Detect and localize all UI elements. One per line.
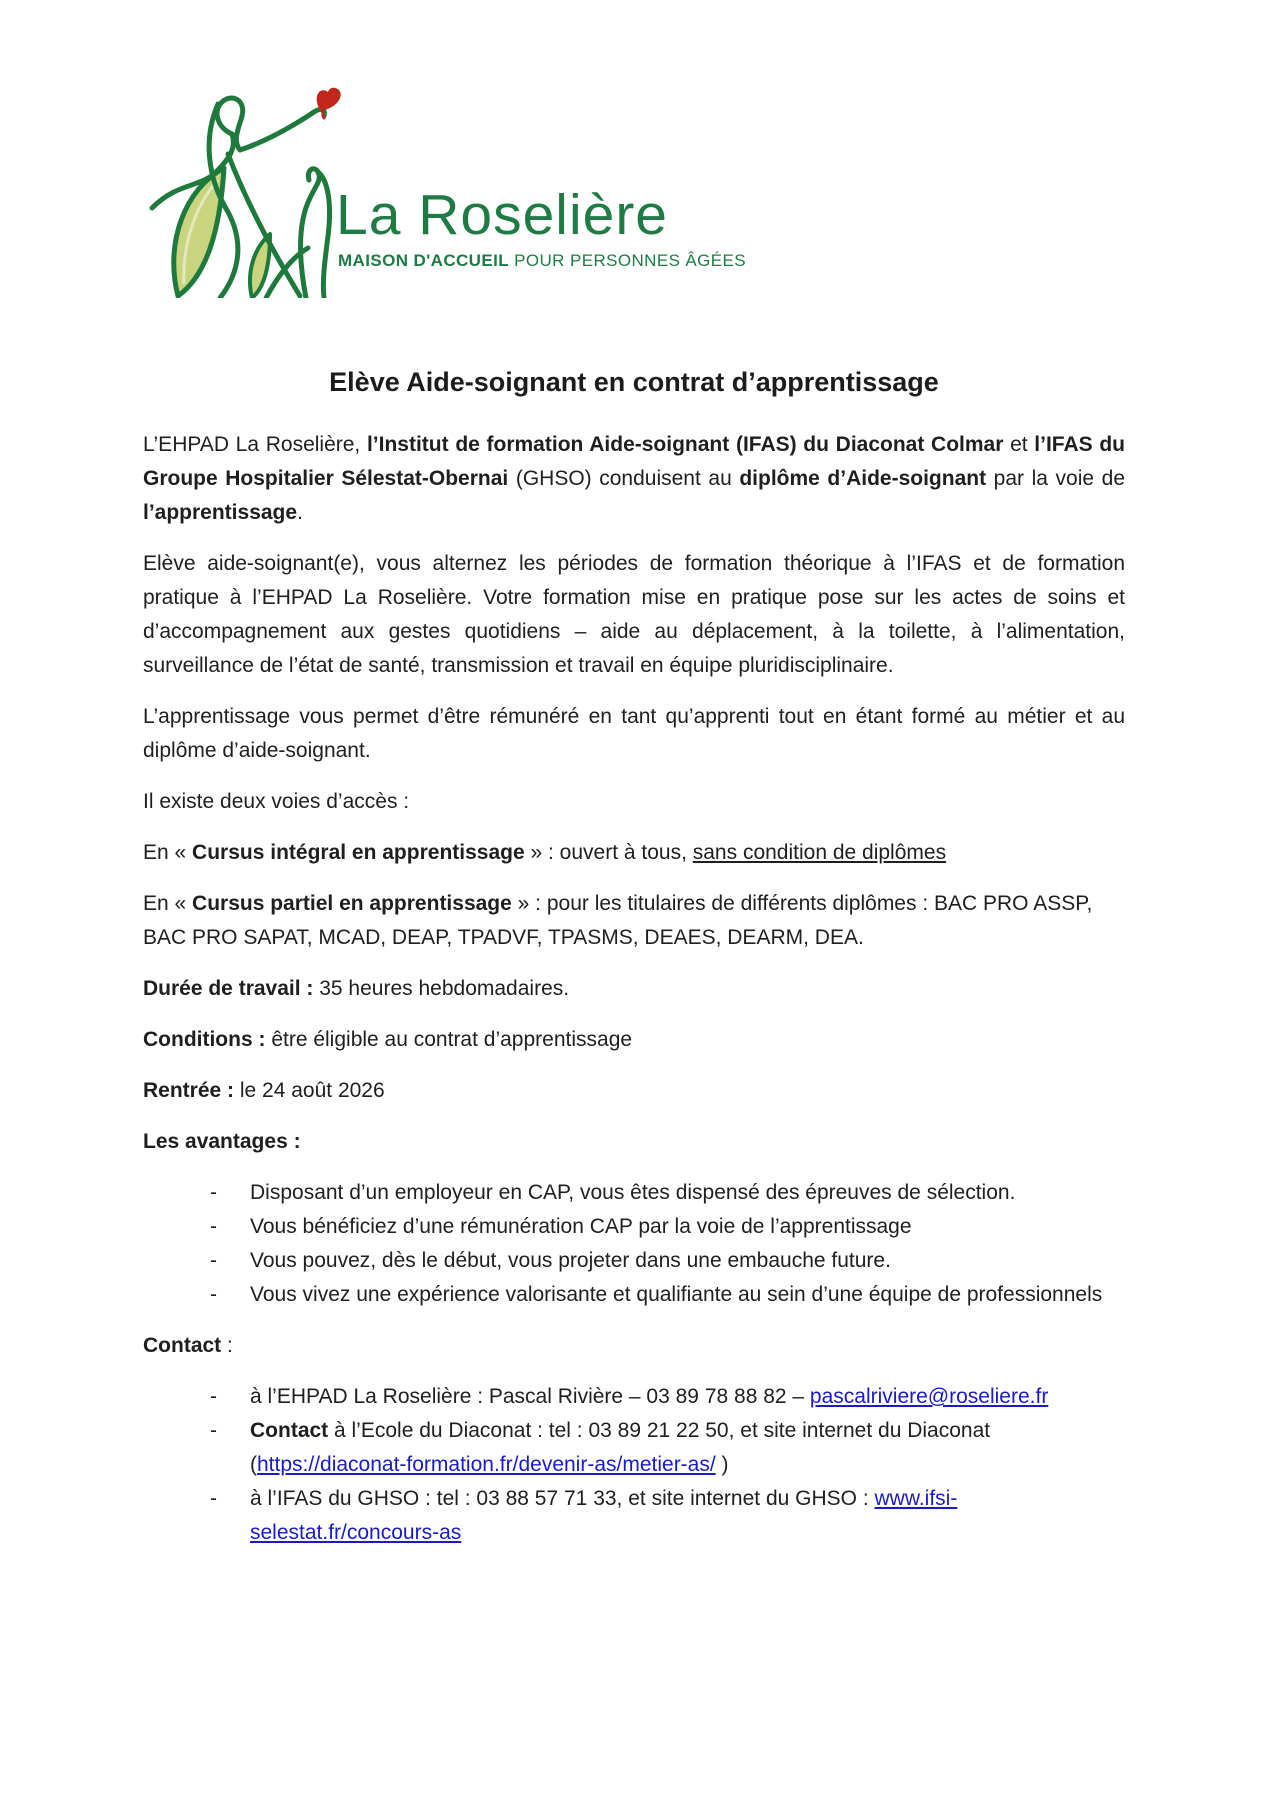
duree-paragraph: Durée de travail : 35 heures hebdomadaires.	[143, 977, 570, 1000]
cursus-partiel-paragraph: En « Cursus partiel en apprentissage » : pour les titulaires de différents diplômes : BAC PRO ASSP, BAC PRO SAPAT, MCAD, DEAP, TPADVF, TPASMS, DEAES, DEARM, DEA.	[143, 892, 1093, 949]
brand-name: La Roselière	[336, 183, 669, 247]
avantages-heading: Les avantages :	[143, 1130, 301, 1153]
intro-paragraph-3: L’apprentissage vous permet d’être rémunéré en tant qu’apprenti tout en étant formé au métier et au diplôme d’aide-soignant.	[143, 705, 1125, 762]
document-content	[143, 366, 1125, 1567]
underlined-text: sans condition de diplômes	[692, 841, 947, 864]
intro-paragraph-2: Elève aide-soignant(e), vous alternez les périodes de formation théorique à l’IFAS et de formation pratique à l’EHPAD La Roselière. Votre formation mise en pratique pose sur les actes de soins et d’accompagnement aux gestes quotidiens – aide au déplacement, à la toilette, à l’alimentation, surveillance de l’état de santé, transmission et travail en équipe pluridisciplinaire.	[143, 552, 1125, 677]
contact-list	[143, 1380, 1125, 1550]
roseliere-logo-icon	[148, 84, 360, 298]
red-flower-icon	[317, 88, 341, 110]
ghso-url-link[interactable]: www.ifsi-selestat.fr/concours-as	[250, 1487, 958, 1544]
acces-paragraph: Il existe deux voies d’accès :	[143, 790, 410, 813]
contact-item-ehpad: - à l’EHPAD La Roselière : Pascal Rivière – 03 89 78 88 82 – pascalriviere@roseliere.fr	[143, 1380, 1125, 1414]
contact-item-ghso: - à l’IFAS du GHSO : tel : 03 88 57 71 33, et site internet du GHSO : www.ifsi-selestat.fr/concours-as	[143, 1482, 1125, 1550]
advantages-list	[143, 1176, 1125, 1312]
brand-tagline	[338, 251, 746, 271]
diaconat-url-link[interactable]: https://diaconat-formation.fr/devenir-as/metier-as/	[257, 1453, 716, 1476]
email-link[interactable]: pascalriviere@roseliere.fr	[809, 1385, 1049, 1408]
list-item: - Disposant d’un employeur en CAP, vous êtes dispensé des épreuves de sélection.	[143, 1176, 1125, 1210]
dash-marker: -	[210, 1385, 217, 1408]
cursus-integral-paragraph: En « Cursus intégral en apprentissage » : ouvert à tous, sans condition de diplômes	[143, 841, 947, 864]
contact-item-diaconat: - Contact à l’Ecole du Diaconat : tel : 03 89 21 22 50, et site internet du Diaconat (https://diaconat-formation.fr/devenir-as/metier-as/ )	[143, 1414, 1125, 1482]
list-item: - Vous vivez une expérience valorisante et qualifiante au sein d’une équipe de professionnels	[143, 1278, 1125, 1312]
intro-paragraph-1: L’EHPAD La Roselière, l’Institut de formation Aide-soignant (IFAS) du Diaconat Colmar et l’IFAS du Groupe Hospitalier Sélestat-Obernai (GHSO) conduisent au diplôme d’Aide-soignant par la voie de l’apprentissage.	[143, 433, 1125, 524]
dash-marker: -	[210, 1181, 217, 1204]
rentree-paragraph: Rentrée : le 24 août 2026	[143, 1079, 385, 1102]
dash-marker: -	[210, 1487, 217, 1510]
conditions-paragraph: Conditions : être éligible au contrat d’apprentissage	[143, 1028, 633, 1051]
tagline-bold: MAISON D'ACCUEIL	[338, 251, 509, 270]
dash-marker: -	[210, 1249, 217, 1272]
contact-heading: Contact :	[143, 1334, 233, 1357]
dash-marker: -	[210, 1419, 217, 1442]
list-item: - Vous pouvez, dès le début, vous projeter dans une embauche future.	[143, 1244, 1125, 1278]
tagline-rest: POUR PERSONNES ÂGÉES	[509, 251, 747, 270]
page-title: Elève Aide-soignant en contrat d’apprentissage	[329, 367, 939, 397]
list-item: - Vous bénéficiez d’une rémunération CAP par la voie de l’apprentissage	[143, 1210, 1125, 1244]
dash-marker: -	[210, 1215, 217, 1238]
dash-marker: -	[210, 1283, 217, 1306]
